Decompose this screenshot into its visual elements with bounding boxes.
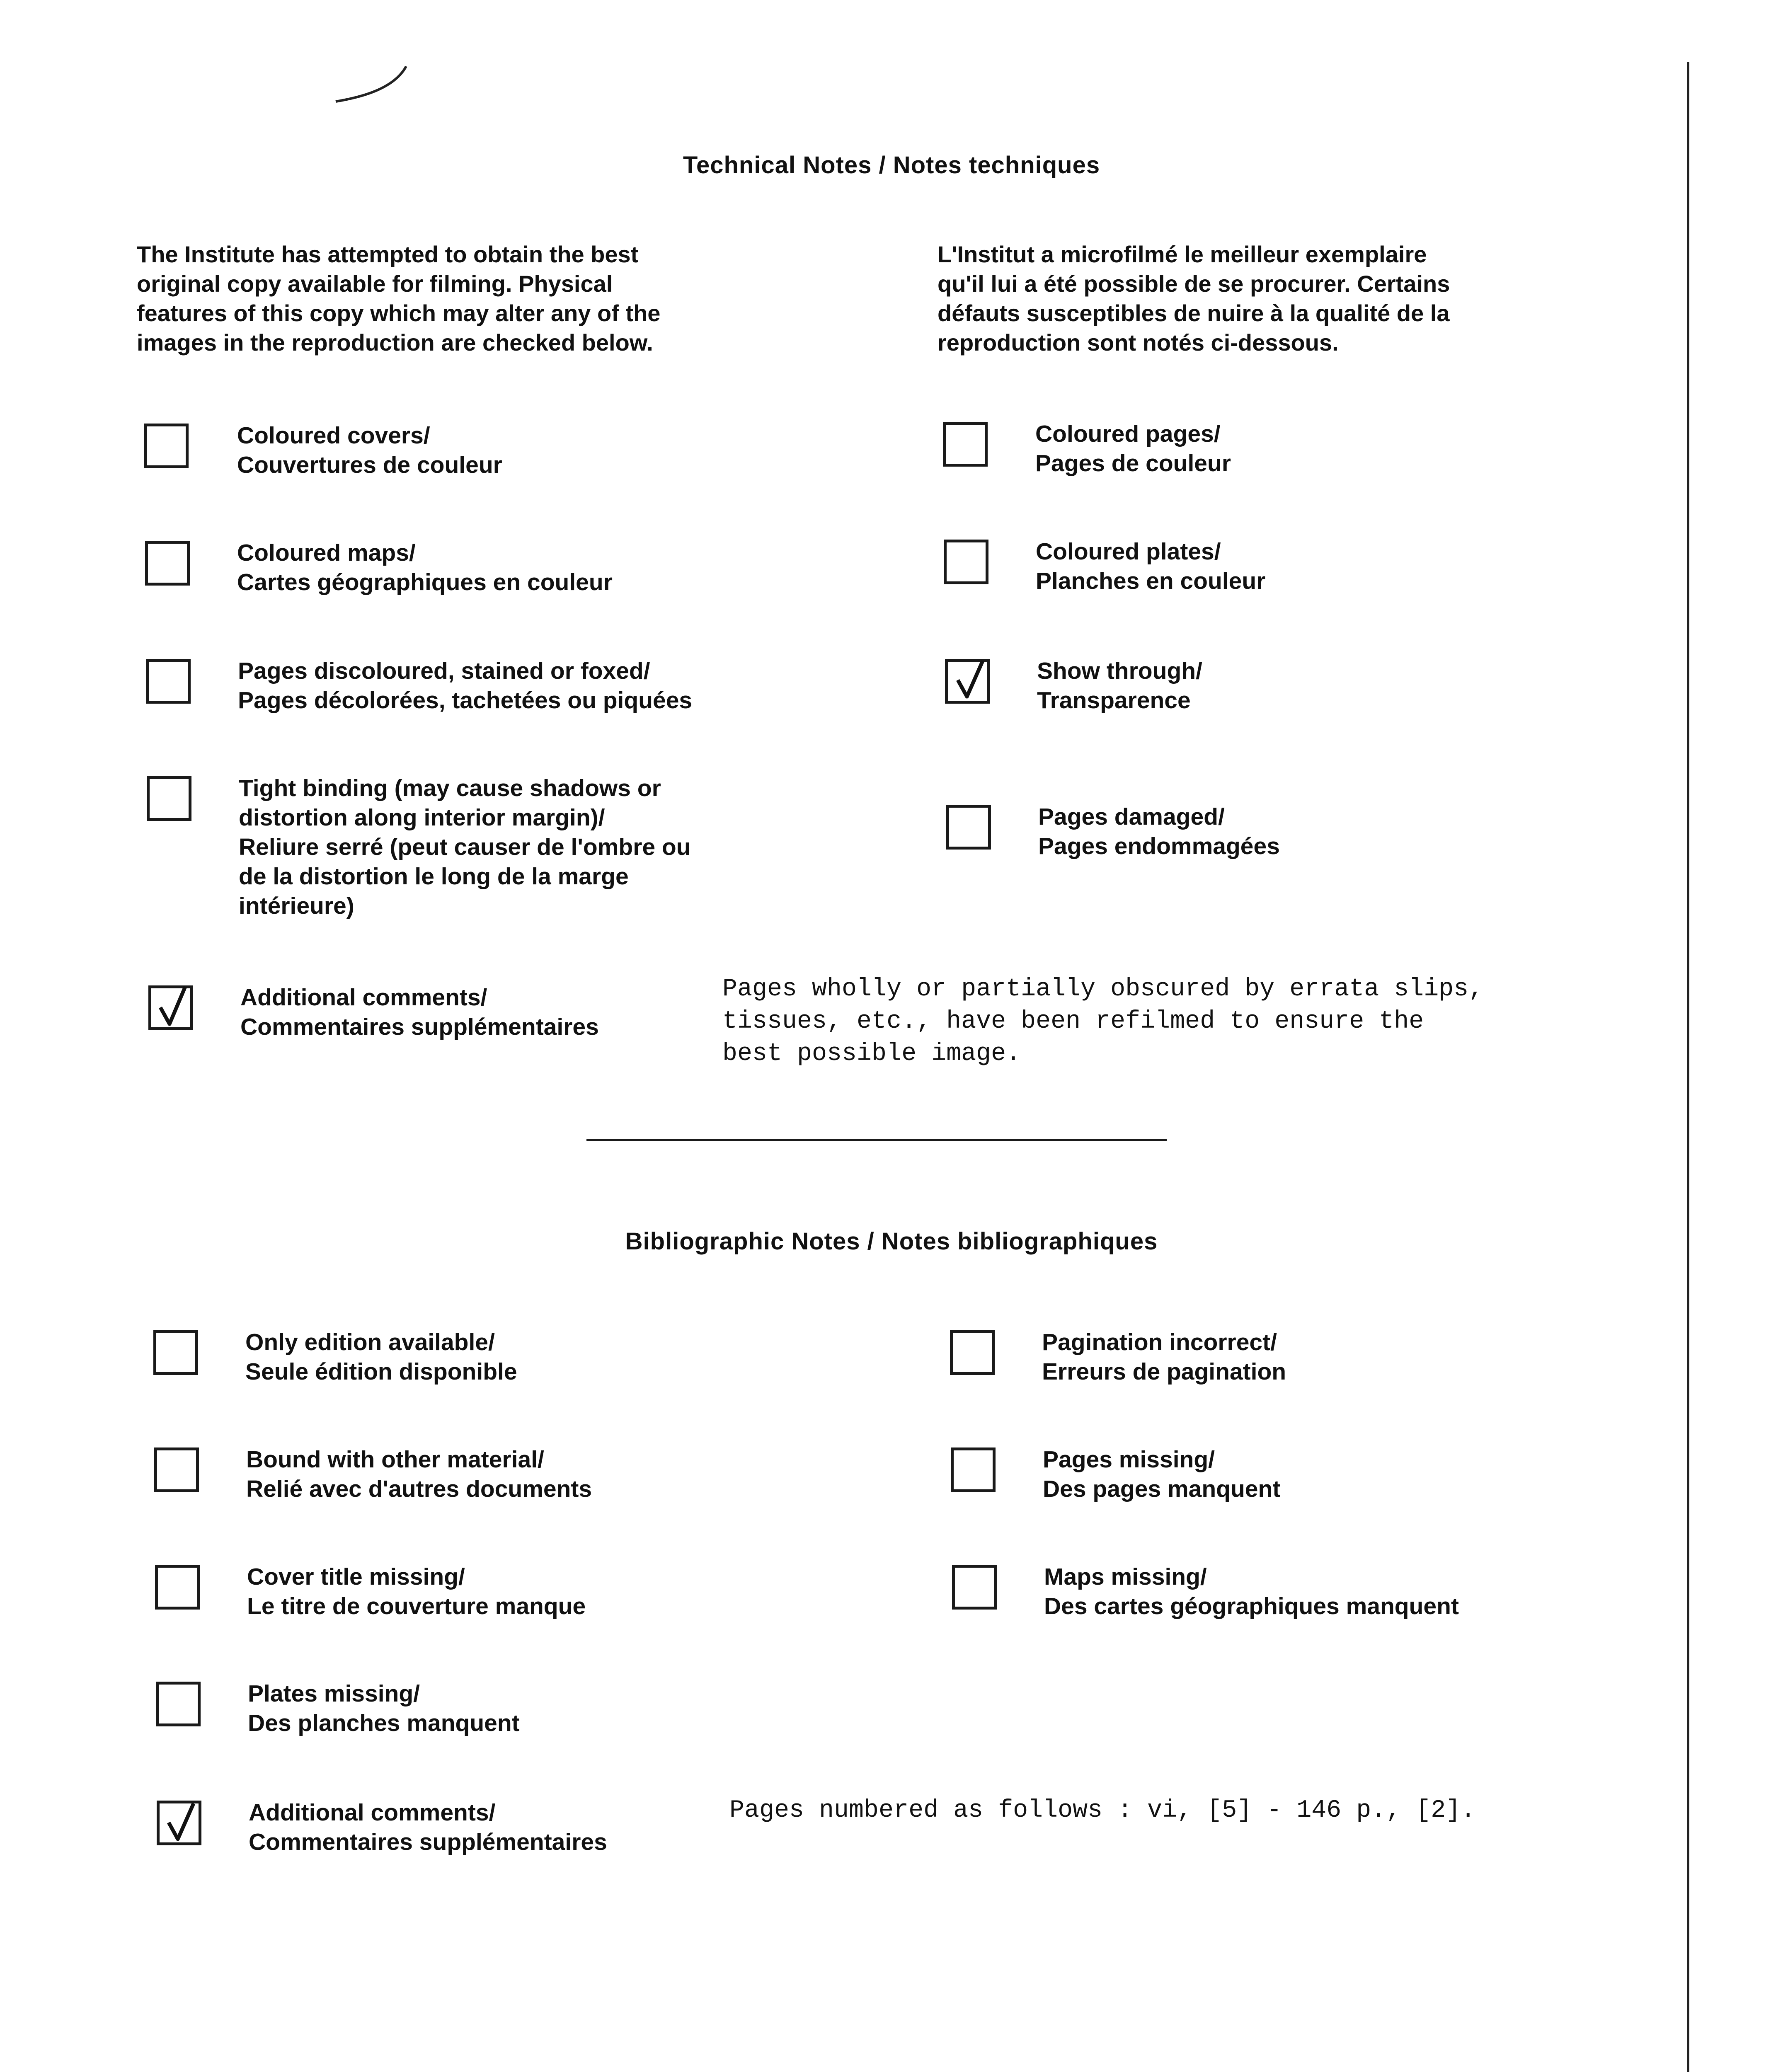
checkbox[interactable] <box>157 1801 201 1845</box>
checkbox[interactable] <box>950 1330 995 1375</box>
checkbox[interactable] <box>952 1565 997 1610</box>
checkmark-icon <box>154 987 191 1028</box>
checkbox[interactable] <box>946 805 991 850</box>
option-label: Coloured maps/ Cartes géographiques en couleur <box>237 540 613 595</box>
checkbox[interactable] <box>944 540 988 584</box>
checkbox[interactable] <box>156 1682 201 1726</box>
checkbox[interactable] <box>943 422 988 467</box>
checkmark-icon <box>162 1802 199 1843</box>
option-label: Show through/ Transparence <box>1037 658 1202 714</box>
option-label: Pages missing/ Des pages manquent <box>1043 1446 1281 1502</box>
option-label: Additional comments/ Commentaires supplémentaires <box>249 1799 607 1855</box>
checkbox[interactable] <box>153 1330 198 1375</box>
technical-comment-text: Pages wholly or partially obscured by errata slips, tissues, etc., have been refilmed to ensure the best possible image. <box>722 975 1484 1068</box>
option-label: Cover title missing/ Le titre de couverture manque <box>247 1564 586 1619</box>
checkbox[interactable] <box>145 541 190 586</box>
option-label: Plates missing/ Des planches manquent <box>248 1680 520 1736</box>
option-label: Maps missing/ Des cartes géographiques manquent <box>1044 1564 1459 1619</box>
option-label: Coloured covers/ Couvertures de couleur <box>237 422 502 478</box>
checkbox[interactable] <box>146 659 191 704</box>
checkbox[interactable] <box>155 1565 200 1610</box>
checkmark-icon <box>950 660 988 702</box>
option-label: Coloured plates/ Planches en couleur <box>1036 538 1266 594</box>
section-divider <box>586 1139 1167 1141</box>
option-label: Additional comments/ Commentaires supplémentaires <box>240 984 599 1040</box>
checkbox[interactable] <box>148 985 193 1030</box>
page-edge-line <box>1687 62 1689 2072</box>
option-label: Bound with other material/ Relié avec d'autres documents <box>246 1446 592 1502</box>
checkbox[interactable] <box>147 776 191 821</box>
option-label: Coloured pages/ Pages de couleur <box>1035 421 1231 477</box>
intro-french: L'Institut a microfilmé le meilleur exemplaire qu'il lui a été possible de se procurer. Certains défauts susceptibles de nuire à la qualité de la reproduction sont notés ci-dessous. <box>938 241 1450 356</box>
checkbox[interactable] <box>951 1447 996 1492</box>
option-label: Pages discoloured, stained or foxed/ Pages décolorées, tachetées ou piquées <box>238 658 693 714</box>
option-label: Only edition available/ Seule édition disponible <box>245 1329 517 1385</box>
checkbox[interactable] <box>945 659 990 704</box>
technical-notes-title: Technical Notes / Notes techniques <box>683 152 1100 179</box>
bibliographic-notes-title: Bibliographic Notes / Notes bibliographiques <box>625 1228 1158 1255</box>
bibliographic-comment-text: Pages numbered as follows : vi, [5] - 146 p., [2]. <box>729 1796 1476 1825</box>
option-label: Tight binding (may cause shadows or distortion along interior margin)/ Reliure serré (peut causer de l'ombre ou de la distortion le long de la marge intérieure) <box>239 775 691 919</box>
intro-english: The Institute has attempted to obtain the best original copy available for filming. Physical features of this copy which may alter any of the images in the reproduction are checked below. <box>137 241 661 356</box>
option-label: Pagination incorrect/ Erreurs de pagination <box>1042 1329 1286 1385</box>
option-label: Pages damaged/ Pages endommagées <box>1038 804 1280 859</box>
pen-stroke-mark <box>332 58 414 108</box>
checkbox[interactable] <box>144 424 189 468</box>
checkbox[interactable] <box>154 1447 199 1492</box>
